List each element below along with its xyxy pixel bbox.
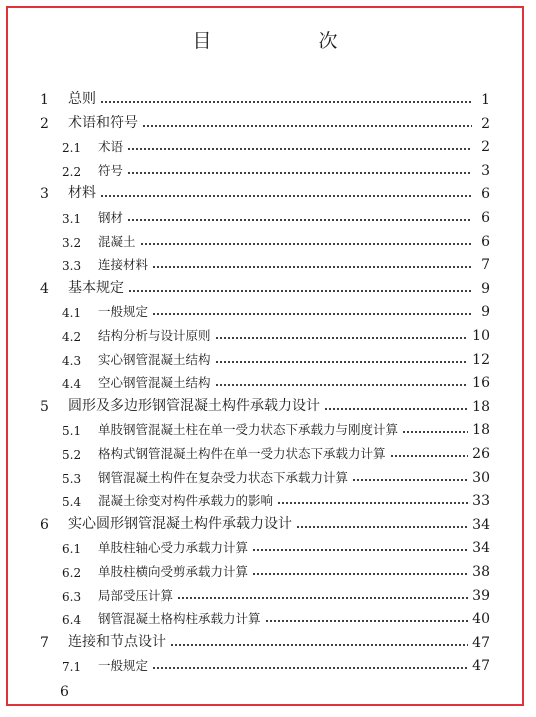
toc-entry-page: 6 (481, 186, 490, 203)
toc-entry-page: 16 (472, 375, 490, 392)
toc-dot-leader (127, 171, 472, 175)
toc-entry-label: 钢管混凝土构件在复杂受力状态下承载力计算 (98, 469, 349, 485)
toc-entry-number: 4.1 (62, 306, 82, 321)
toc-dot-leader (402, 430, 468, 434)
toc-section-entry (8, 654, 522, 674)
toc-dot-leader (215, 336, 469, 340)
toc-entry-label: 总则 (68, 91, 96, 107)
toc-entry-page: 7 (481, 257, 490, 274)
toc-section-entry (8, 230, 522, 250)
toc-dot-leader (215, 360, 469, 364)
toc-entry-label: 结构分析与设计原则 (98, 328, 211, 343)
toc-entry-number: 6 (40, 516, 49, 533)
toc-entry-label: 材料 (68, 185, 96, 202)
document-page (6, 6, 524, 706)
toc-dot-leader (265, 619, 469, 623)
toc-entry-label: 实心圆形钢管混凝土构件承载力设计 (68, 515, 292, 532)
toc-chapter-entry (8, 277, 522, 297)
toc-dot-leader (252, 548, 468, 552)
toc-entry-page: 34 (472, 540, 490, 557)
toc-section-entry (8, 206, 522, 226)
toc-dot-leader (352, 478, 468, 482)
toc-chapter-entry (8, 88, 522, 108)
toc-section-entry (8, 536, 522, 556)
toc-entry-page: 12 (472, 351, 490, 368)
toc-entry-page: 47 (472, 634, 490, 651)
toc-entry-number: 7 (40, 634, 49, 651)
toc-entry-number: 3 (40, 186, 49, 203)
toc-entry-page: 2 (481, 115, 490, 132)
toc-section-entry (8, 348, 522, 368)
toc-entry-page: 47 (472, 658, 490, 675)
page-number: 6 (60, 684, 69, 700)
toc-dot-leader (142, 124, 472, 128)
toc-entry-label: 连接材料 (98, 257, 149, 273)
toc-section-entry (8, 418, 522, 438)
toc-entry-number: 3.3 (62, 259, 82, 274)
toc-entry-label: 空心钢管混凝土结构 (98, 375, 211, 391)
toc-dot-leader (152, 312, 472, 316)
toc-entry-label: 基本规定 (68, 279, 124, 296)
toc-entry-number: 4 (40, 280, 49, 297)
toc-entry-number: 5.2 (62, 448, 82, 462)
toc-section-entry (8, 300, 522, 320)
toc-entry-number: 2.1 (62, 141, 82, 156)
toc-section-entry (8, 253, 522, 273)
toc-entry-number: 4.3 (62, 353, 82, 368)
toc-entry-number: 3.2 (62, 235, 82, 250)
toc-dot-leader (152, 666, 468, 670)
toc-section-entry (8, 560, 522, 580)
toc-section-entry (8, 442, 522, 462)
toc-entry-page: 6 (481, 210, 490, 226)
toc-entry-page: 39 (472, 587, 490, 604)
toc-dot-leader (170, 643, 468, 647)
toc-dot-leader (152, 265, 472, 269)
toc-entry-number: 3.1 (62, 212, 82, 226)
toc-entry-label: 一般规定 (98, 304, 149, 320)
toc-entry-number: 6.4 (62, 613, 82, 628)
toc-entry-label: 局部受压计算 (98, 587, 174, 603)
toc-entry-number: 5 (40, 398, 49, 415)
toc-entry-page: 1 (481, 92, 490, 108)
toc-entry-number: 7.1 (62, 660, 82, 675)
toc-dot-leader (127, 147, 472, 151)
toc-entry-page: 38 (472, 564, 490, 580)
toc-dot-leader (128, 289, 472, 293)
toc-dot-leader (140, 242, 472, 246)
toc-dot-leader (296, 525, 468, 529)
toc-entry-number: 6.3 (62, 589, 82, 604)
toc-chapter-entry (8, 395, 522, 415)
toc-entry-page: 10 (472, 328, 490, 344)
toc-entry-label: 实心钢管混凝土结构 (98, 351, 211, 367)
toc-entry-number: 4.2 (62, 330, 82, 344)
toc-entry-label: 术语和符号 (68, 114, 138, 131)
toc-dot-leader (252, 572, 468, 576)
toc-entry-label: 单肢柱轴心受力承载力计算 (98, 540, 249, 556)
toc-entry-page: 30 (472, 469, 490, 486)
toc-entry-number: 2 (40, 115, 49, 132)
toc-section-entry (8, 584, 522, 604)
toc-section-entry (8, 371, 522, 391)
toc-chapter-entry (8, 513, 522, 533)
toc-dot-leader (390, 454, 469, 458)
toc-entry-label: 格构式钢管混凝土构件在单一受力状态下承载力计算 (98, 446, 386, 461)
toc-entry-page: 26 (472, 446, 490, 462)
toc-entry-label: 术语 (98, 139, 124, 155)
toc-entry-number: 2.2 (62, 164, 82, 179)
toc-section-entry (8, 324, 522, 344)
toc-entry-page: 18 (472, 422, 490, 439)
toc-section-entry (8, 135, 522, 155)
toc-entry-label: 单肢钢管混凝土柱在单一受力状态下承载力与刚度计算 (98, 422, 399, 438)
toc-section-entry (8, 466, 522, 486)
toc-entry-number: 5.3 (62, 471, 82, 486)
toc-dot-leader (127, 218, 472, 222)
toc-entry-page: 9 (481, 304, 490, 321)
toc-entry-number: 4.4 (62, 377, 82, 392)
toc-dot-leader (324, 407, 468, 411)
toc-entry-page: 6 (481, 233, 490, 250)
toc-entry-number: 6.2 (62, 566, 82, 580)
toc-section-entry (8, 159, 522, 179)
toc-entry-label: 钢管混凝土格构柱承载力计算 (98, 611, 261, 627)
toc-section-entry (8, 607, 522, 627)
toc-entry-page: 18 (472, 398, 490, 415)
toc-entry-number: 5.1 (62, 424, 82, 439)
toc-chapter-entry (8, 631, 522, 651)
toc-entry-number: 5.4 (62, 495, 82, 510)
toc-entry-label: 单肢柱横向受剪承载力计算 (98, 564, 249, 579)
toc-entry-page: 34 (472, 516, 490, 533)
toc-entry-label: 钢材 (98, 210, 124, 225)
toc-entry-label: 符号 (98, 162, 124, 178)
toc-entry-number: 1 (40, 92, 49, 108)
toc-chapter-entry (8, 112, 522, 132)
page-title: 目 次 (192, 30, 382, 52)
toc-dot-leader (215, 383, 469, 387)
toc-entry-label: 圆形及多边形钢管混凝土构件承载力设计 (68, 397, 320, 414)
toc-entry-page: 3 (481, 162, 490, 179)
toc-dot-leader (100, 100, 472, 104)
toc-entry-label: 混凝土 (98, 233, 136, 249)
toc-dot-leader (177, 596, 468, 600)
toc-entry-label: 混凝土徐变对构件承载力的影响 (98, 493, 274, 509)
toc-entry-label: 一般规定 (98, 658, 149, 674)
toc-entry-page: 9 (481, 280, 490, 297)
toc-section-entry (8, 489, 522, 509)
toc-entry-page: 33 (472, 493, 490, 510)
toc-chapter-entry (8, 182, 522, 202)
toc-dot-leader (100, 194, 472, 198)
toc-dot-leader (277, 501, 468, 505)
toc-entry-page: 40 (472, 611, 490, 628)
toc-entry-number: 6.1 (62, 542, 82, 557)
toc-entry-page: 2 (481, 139, 490, 156)
toc-entry-label: 连接和节点设计 (68, 633, 166, 650)
